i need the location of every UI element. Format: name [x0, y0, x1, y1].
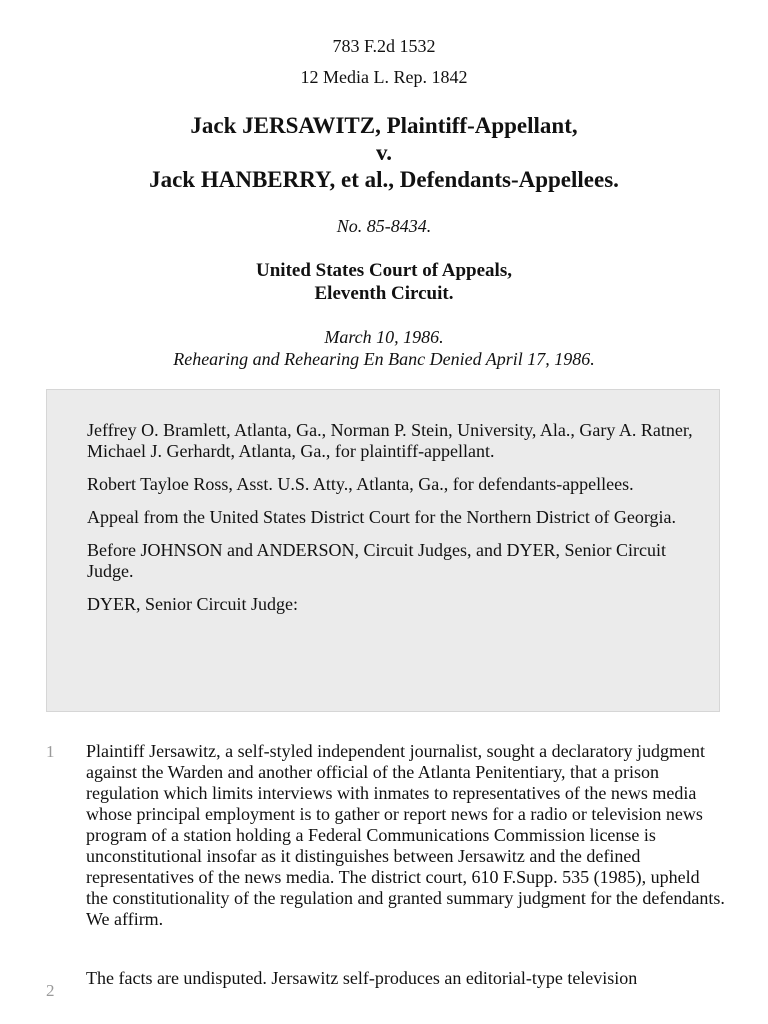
- decided-date: March 10, 1986.: [324, 327, 444, 347]
- paragraph-number[interactable]: 2: [46, 981, 55, 1000]
- counsel-defendants: Robert Tayloe Ross, Asst. U.S. Atty., Atlanta, Ga., for defendants-appellees.: [87, 474, 634, 494]
- prelims-box: [46, 389, 720, 712]
- counsel-plaintiff: Jeffrey O. Bramlett, Atlanta, Ga., Norman P. Stein, University, Ala., Gary A. Ratner, Michael J. Gerhardt, Atlanta, Ga., for plaintiff-appellant.: [87, 420, 693, 461]
- paragraph-number[interactable]: 1: [46, 742, 55, 761]
- citation-reporter: 783 F.2d 1532: [332, 36, 436, 56]
- court-name: [0, 259, 768, 305]
- defendants-line: Jack HANBERRY, et al., Defendants-Appellees.: [149, 167, 619, 192]
- paragraph-text: The facts are undisputed. Jersawitz self-produces an editorial-type television: [86, 968, 638, 988]
- appeal-from: Appeal from the United States District Court for the Northern District of Georgia.: [87, 507, 677, 527]
- opinion-author: DYER, Senior Circuit Judge:: [87, 594, 298, 614]
- citation-media-rep: 12 Media L. Rep. 1842: [300, 67, 468, 87]
- plaintiff-line: Jack JERSAWITZ, Plaintiff-Appellant,: [190, 113, 578, 138]
- court-line-1: United States Court of Appeals,: [256, 260, 512, 281]
- panel-judges: Before JOHNSON and ANDERSON, Circuit Judges, and DYER, Senior Circuit Judge.: [87, 540, 666, 581]
- versus-line: v.: [376, 140, 392, 165]
- docket-number: No. 85-8434.: [336, 216, 432, 236]
- decision-dates: [0, 326, 768, 370]
- case-caption: [0, 112, 768, 193]
- paragraph-text: Plaintiff Jersawitz, a self-styled independent journalist, sought a declaratory judgment against the Warden and another official of the Atlanta Penitentiary, that a prison regulation which limits interviews with inmates to representatives of the news media whose principal employment is to gather or report news for a radio or television news program of a station holding a Federal Communications Commission license is unconstitutional insofar as it distinguishes between Jersawitz and the defined representatives of the news media. The district court, 610 F.Supp. 535 (1985), upheld the constitutionality of the regulation and granted summary judgment for the defendants. We affirm.: [86, 741, 725, 929]
- rehearing-date: Rehearing and Rehearing En Banc Denied April 17, 1986.: [173, 349, 595, 369]
- court-line-2: Eleventh Circuit.: [314, 283, 454, 304]
